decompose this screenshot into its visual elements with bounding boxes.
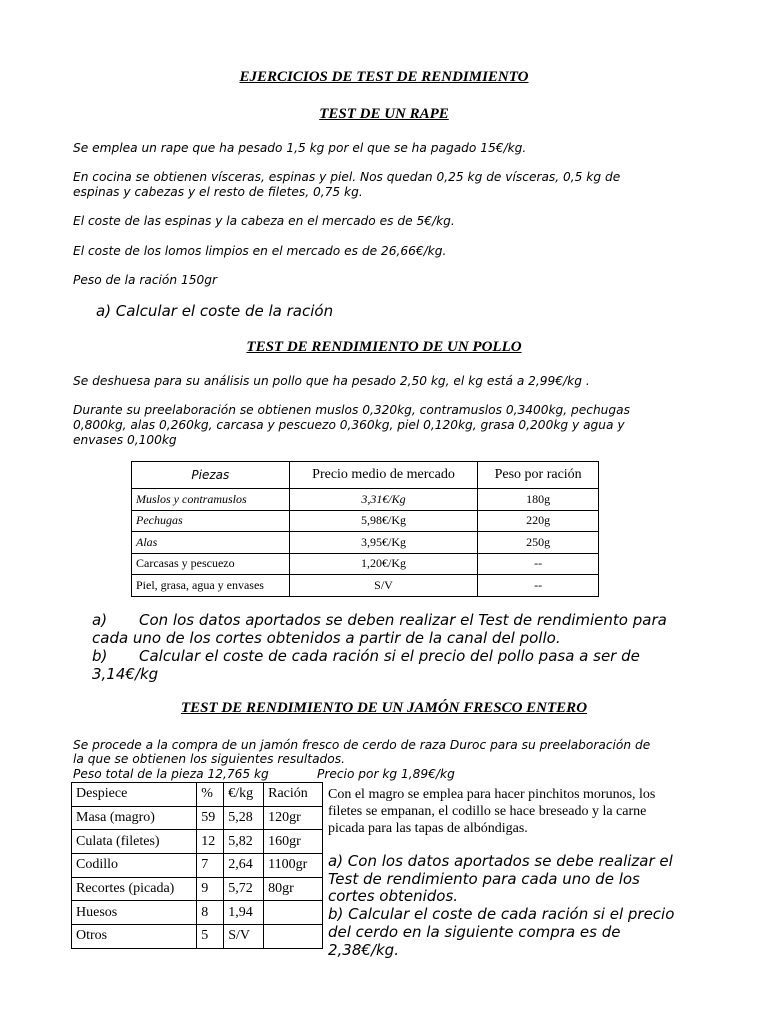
table-cell: 1100gr [264,854,323,878]
table-cell: Alas [132,532,290,554]
table-cell: Huesos [72,901,197,925]
table-cell: Muslos y contramuslos [132,489,290,511]
rape-paragraph-3: El coste de las espinas y la cabeza en el mercado es de 5€/kg. [73,214,455,228]
section-title-pollo: TEST DE RENDIMIENTO DE UN POLLO [246,339,522,355]
pollo-task-b-line2: 3,14€/kg [92,665,159,683]
jamon-note-line: Con el magro se emplea para hacer pinchitos morunos, los [328,787,656,802]
pollo-table [131,461,599,597]
jamon-peso-total: Peso total de la pieza 12,765 kg [73,767,269,781]
column-header: €/kg [224,783,264,807]
table-cell: 5 [197,925,224,949]
table-cell: 2,64 [224,854,264,878]
table-row [72,806,323,830]
table-cell: 9 [197,877,224,901]
table-cell: 250g [478,532,599,554]
pollo-task-b-line1: Calcular el coste de cada ración si el precio del pollo pasa a ser de [139,647,640,665]
jamon-tasks [328,853,748,959]
table-header-row [72,783,323,807]
pollo-paragraph-1: Se deshuesa para su análisis un pollo que ha pesado 2,50 kg, el kg está a 2,99€/kg . [73,374,590,388]
jamon-note-line: filetes se empanan, el codillo se hace breseado y la carne [328,804,647,819]
table-row [72,925,323,949]
table-cell: S/V [289,575,478,597]
jamon-task-line: b) Calcular el coste de cada ración si el precio [328,905,675,924]
jamon-task-line: a) Con los datos aportados se debe realizar el [328,852,673,870]
table-cell: 3,95€/Kg [289,532,478,554]
table-cell: Pechugas [132,510,290,532]
table-cell: -- [478,575,599,597]
table-cell: Codillo [72,854,197,878]
pollo-task-a-line1: Con los datos aportados se deben realizar el Test de rendimiento para [139,611,667,629]
table-cell: 59 [197,806,224,830]
table-cell [264,925,323,949]
table-cell: 7 [197,854,224,878]
table-cell: 1,20€/Kg [289,553,478,575]
table-cell: 5,98€/Kg [289,510,478,532]
jamon-note [328,786,728,837]
table-row [132,489,599,511]
column-header: Piezas [132,462,290,489]
table-cell: 180g [478,489,599,511]
rape-paragraph-5: Peso de la ración 150gr [73,273,217,287]
table-row [132,532,599,554]
table-cell: 1,94 [224,901,264,925]
rape-paragraph-2a: En cocina se obtienen vísceras, espinas y piel. Nos quedan 0,25 kg de vísceras, 0,5 kg de [73,170,621,184]
jamon-task-line: del cerdo en la siguiente compra es de [328,922,621,941]
column-header: % [197,783,224,807]
table-cell: Carcasas y pescuezo [132,553,290,575]
pollo-paragraph-2b: 0,800kg, alas 0,260kg, carcasa y pescuezo 0,360kg, piel 0,120kg, grasa 0,200kg y agua y [73,418,625,432]
pollo-task-b-label: b) [92,647,108,665]
rape-task-a [96,303,333,321]
jamon-note-line: picada para las tapas de albóndigas. [328,821,528,836]
table-row [132,553,599,575]
column-header: Precio medio de mercado [289,462,478,489]
table-cell: Culata (filetes) [72,830,197,854]
table-row [132,510,599,532]
table-cell: 220g [478,510,599,532]
table-cell: 8 [197,901,224,925]
table-cell: Masa (magro) [72,806,197,830]
table-cell: 5,72 [224,877,264,901]
jamon-table [71,782,323,949]
pollo-task-a-label: a) [92,611,108,629]
table-cell: Piel, grasa, agua y envases [132,575,290,597]
table-cell: 3,31€/Kg [289,489,478,511]
rape-paragraph-1: Se emplea un rape que ha pesado 1,5 kg por el que se ha pagado 15€/kg. [73,141,527,155]
table-cell: Otros [72,925,197,949]
table-cell: 12 [197,830,224,854]
jamon-task-line: cortes obtenidos. [328,887,459,906]
table-row [72,901,323,925]
main-title: EJERCICIOS DE TEST DE RENDIMIENTO [239,69,529,85]
rape-paragraph-4: El coste de los lomos limpios en el mercado es de 26,66€/kg. [73,244,447,258]
pollo-paragraph-2a: Durante su preelaboración se obtienen muslos 0,320kg, contramuslos 0,3400kg, pechugas [73,403,630,417]
jamon-precio: Precio por kg 1,89€/kg [317,767,455,781]
rape-task-a-text: a) Calcular el coste de la ración [96,302,334,320]
table-row [72,854,323,878]
table-header-row [132,462,599,489]
jamon-paragraph-1b: la que se obtienen los siguientes resultados. [73,752,345,766]
table-cell: 5,28 [224,806,264,830]
pollo-task-a-line2: cada uno de los cortes obtenidos a partir de la canal del pollo. [92,629,561,647]
table-row [132,575,599,597]
table-cell [264,901,323,925]
jamon-task-line: Test de rendimiento para cada uno de los [328,869,640,888]
table-cell: 80gr [264,877,323,901]
section-title-jamon: TEST DE RENDIMIENTO DE UN JAMÓN FRESCO ENTERO [180,700,588,716]
column-header: Ración [264,783,323,807]
table-row [72,877,323,901]
jamon-paragraph-1a: Se procede a la compra de un jamón fresco de cerdo de raza Duroc para su preelaboración de [73,738,651,752]
table-cell: 160gr [264,830,323,854]
pollo-paragraph-2c: envases 0,100kg [73,433,177,447]
jamon-task-line: 2,38€/kg. [328,940,399,959]
column-header: Peso por ración [478,462,599,489]
column-header: Despiece [72,783,197,807]
table-cell: S/V [224,925,264,949]
table-row [72,830,323,854]
rape-paragraph-2b: espinas y cabezas y el resto de filetes, 0,75 kg. [73,185,363,199]
table-cell: -- [478,553,599,575]
section-title-rape: TEST DE UN RAPE [319,106,449,122]
table-cell: 5,82 [224,830,264,854]
table-cell: Recortes (picada) [72,877,197,901]
table-cell: 120gr [264,806,323,830]
